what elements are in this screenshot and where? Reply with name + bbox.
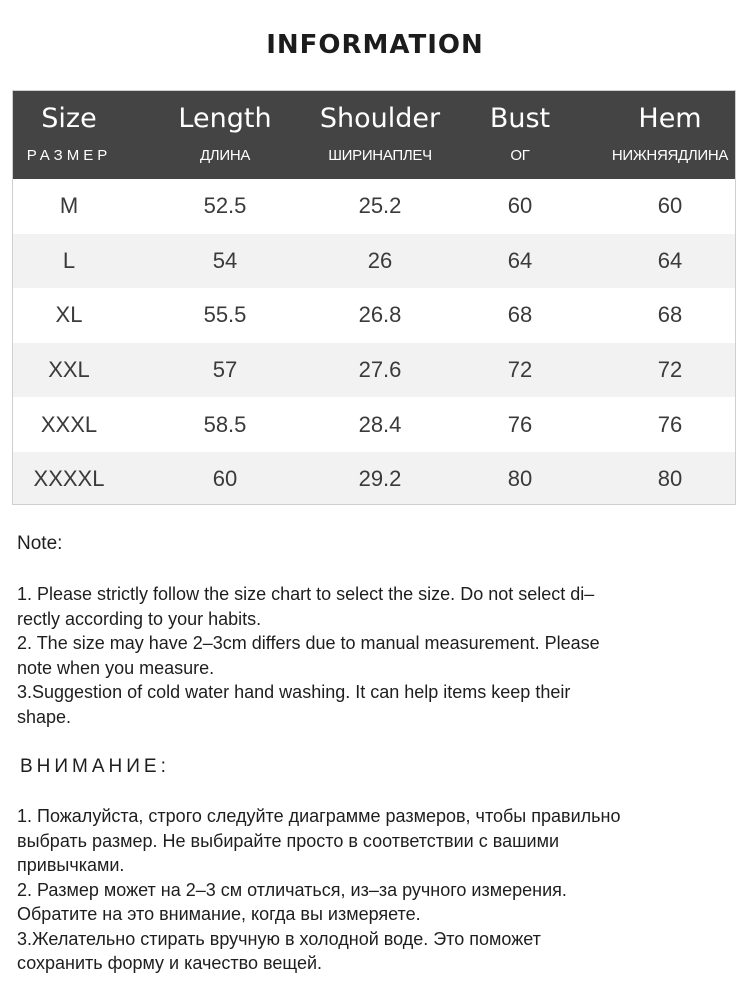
cell-length: 52.5 — [203, 193, 247, 219]
table-body — [13, 179, 735, 505]
header-size-ru: РАЗМЕР — [26, 147, 112, 164]
header-bust-ru: ОГ — [510, 147, 530, 164]
cell-hem: 72 — [657, 357, 683, 383]
table-header — [13, 91, 735, 179]
cell-length: 60 — [212, 466, 238, 492]
header-bust — [435, 91, 605, 179]
size-chart-table — [12, 90, 736, 505]
cell-hem: 64 — [657, 247, 683, 273]
note-item-1: 1. Please strictly follow the size chart to select the size. Do not select di– rectly according to your habits. — [17, 584, 595, 629]
table-row — [13, 397, 735, 452]
cell-bust: 60 — [507, 193, 533, 219]
header-hem — [605, 91, 735, 179]
table-row — [13, 288, 735, 343]
cell-size: XXXL — [40, 411, 98, 437]
cell-shoulder: 27.6 — [358, 357, 402, 383]
table-row — [13, 452, 735, 505]
header-hem-en: Hem — [638, 103, 702, 134]
header-length-en: Length — [178, 103, 272, 134]
header-length — [125, 91, 325, 179]
note-ru-item-1: 1. Пожалуйста, строго следуйте диаграмме размеров, чтобы правильно выбрать размер. Не выбирайте просто в соответствии с вашими привычками. — [17, 806, 621, 875]
note-ru-item-3: 3.Желательно стирать вручную в холодной воде. Это поможет сохранить форму и качество вещей. — [17, 928, 541, 973]
header-shoulder-ru: ШИРИНАПЛЕЧ — [328, 147, 432, 164]
cell-hem: 80 — [657, 466, 683, 492]
table-row — [13, 343, 735, 398]
page-title: INFORMATION — [266, 30, 484, 60]
cell-shoulder: 26 — [367, 247, 393, 273]
cell-bust: 64 — [507, 247, 533, 273]
cell-bust: 76 — [507, 411, 533, 437]
header-bust-en: Bust — [489, 103, 551, 134]
cell-hem: 68 — [657, 302, 683, 328]
note-title: Note: — [17, 533, 63, 554]
cell-bust: 80 — [507, 466, 533, 492]
header-shoulder — [319, 91, 441, 179]
cell-size: XXXXL — [33, 466, 105, 492]
cell-length: 57 — [212, 357, 238, 383]
cell-size: L — [62, 247, 76, 273]
cell-shoulder: 29.2 — [358, 466, 402, 492]
cell-length: 54 — [212, 247, 238, 273]
cell-hem: 76 — [657, 411, 683, 437]
note-item-3: 3.Suggestion of cold water hand washing. It can help items keep their shape. — [17, 682, 571, 727]
cell-length: 55.5 — [203, 302, 247, 328]
header-size-en: Size — [41, 103, 97, 134]
cell-size: XXL — [48, 357, 90, 383]
cell-size: M — [59, 193, 79, 219]
cell-shoulder: 25.2 — [358, 193, 402, 219]
cell-bust: 68 — [507, 302, 533, 328]
table-row — [13, 179, 735, 234]
note-ru-item-2: 2. Размер может на 2–3 см отличаться, из–за ручного измерения. Обратите на это внимание, когда вы измеряете. — [17, 879, 567, 924]
note-list — [17, 582, 733, 729]
header-size — [13, 91, 125, 179]
header-hem-ru: НИЖНЯЯДЛИНА — [611, 147, 729, 164]
header-length-ru: ДЛИНА — [199, 147, 251, 164]
note-item-2: 2. The size may have 2–3cm differs due to manual measurement. Please note when you measure. — [17, 633, 600, 678]
cell-shoulder: 26.8 — [358, 302, 402, 328]
cell-size: XL — [55, 302, 83, 328]
note-list-ru — [17, 804, 733, 976]
header-shoulder-en: Shoulder — [319, 103, 441, 134]
cell-shoulder: 28.4 — [358, 411, 402, 437]
cell-length: 58.5 — [203, 411, 247, 437]
table-row — [13, 234, 735, 289]
note-title-ru: ВНИМАНИЕ: — [20, 756, 170, 777]
cell-bust: 72 — [507, 357, 533, 383]
cell-hem: 60 — [657, 193, 683, 219]
